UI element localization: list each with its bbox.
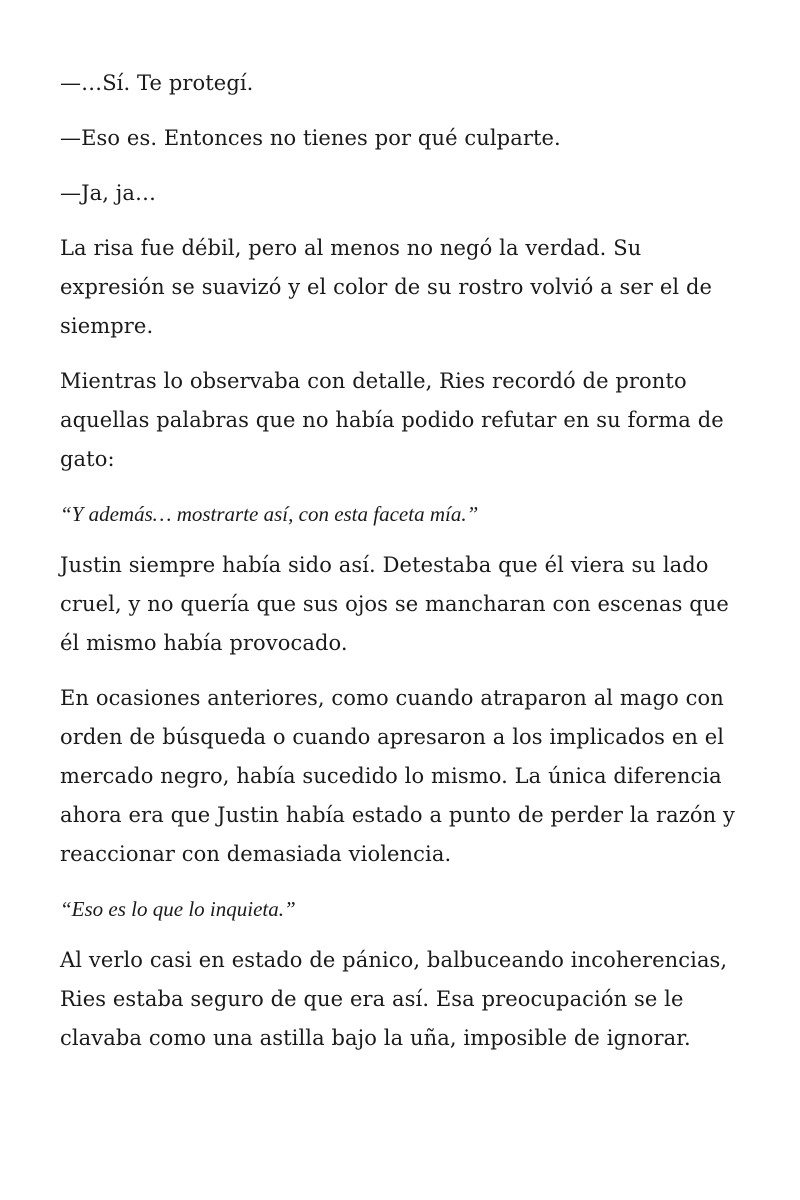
dialogue-line: —Eso es. Entonces no tienes por qué culparte. <box>60 126 561 150</box>
italic-thought: “Eso es lo que lo inquieta.” <box>60 897 296 921</box>
dialogue-line: —Ja, ja… <box>60 181 157 205</box>
dialogue-line: —…Sí. Te protegí. <box>60 71 254 95</box>
narrative-paragraph: La risa fue débil, pero al menos no negó la verdad. Su expresión se suavizó y el color de su rostro volvió a ser el de siempre. <box>60 236 713 338</box>
reading-page <box>60 64 750 1074</box>
italic-thought: “Y además… mostrarte así, con esta faceta mía.” <box>60 502 479 526</box>
narrative-paragraph: Mientras lo observaba con detalle, Ries recordó de pronto aquellas palabras que no había podido refutar en su forma de gato: <box>60 369 724 471</box>
narrative-paragraph: En ocasiones anteriores, como cuando atraparon al mago con orden de búsqueda o cuando apresaron a los implicados en el mercado negro, había sucedido lo mismo. La única diferencia ahora era que Justin había estado a punto de perder la razón y reaccionar con demasiada violencia. <box>60 686 735 866</box>
narrative-paragraph: Justin siempre había sido así. Detestaba que él viera su lado cruel, y no quería que sus ojos se mancharan con escenas que él mismo había provocado. <box>60 553 729 655</box>
narrative-paragraph: Al verlo casi en estado de pánico, balbuceando incoherencias, Ries estaba seguro de que era así. Esa preocupación se le clavaba como una astilla bajo la uña, imposible de ignorar. <box>60 948 728 1050</box>
